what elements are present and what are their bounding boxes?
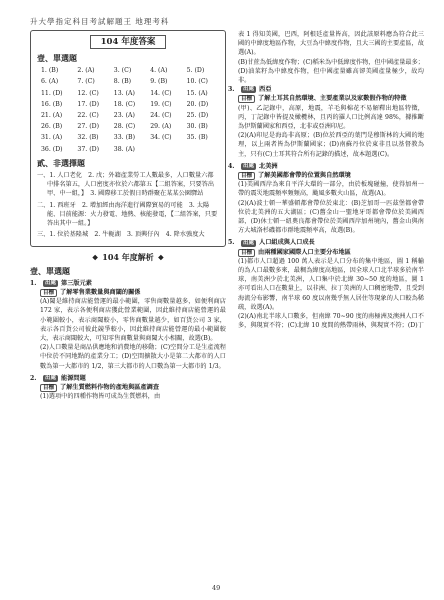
explanation-paragraph: (A)閾是維持商店能營運的最小範圍，零售商數量越多，如便利商店 172 家，表示各便利商店獲此營業範圍，因此維持商店能營運的最小範圍較小，表示商閾較小，零售商數量越少，如百貨公司 3 家，表示各百貨公司彼此競爭較小，因此維持商店能營運的最小範圍較大，表示商閾較大，可知零售商數量與商閾大小相關，故選(B)。: [40, 298, 226, 343]
answer-box-title: 104 年度答案: [90, 35, 166, 49]
nonchoice-answers: [37, 171, 219, 239]
section-heading-nonchoice: 貳、非選擇題: [37, 157, 85, 168]
source-text: 北美洲: [259, 162, 278, 170]
section-heading-explain: 壹、單選題: [30, 265, 70, 276]
explanation-paragraph: (1)美國西岸為來自平洋大環的一部分，由於板塊碰撞，使得加州一帶的震災地震頻率頻頻高，颱風多數火山區，故選(A)。: [238, 181, 424, 198]
answer-item: 17. (D): [77, 100, 99, 108]
answer-item: 13. (A): [113, 89, 135, 97]
answer-item: 4. (A): [150, 67, 168, 75]
source-text: 第三版元素: [61, 279, 92, 287]
source-tag: 出處: [243, 239, 255, 246]
answer-grid: [37, 66, 219, 154]
target-text: 了解生質燃料作物的產地與區產調查: [60, 384, 160, 392]
explanation-paragraph: (甲)、乙記錄中，高原，地震，羊毛與棉花不易解釋出地區特徵，丙，丁記錄中皆提及橄欖林，且丙的羅人口比例高達 98%，據推斷為伊斯蘭國家和西亞，北非或亞洲印尼。: [238, 104, 424, 131]
question-header: [228, 238, 424, 247]
target-text: 了解零售業數量與商閾的關係: [60, 289, 141, 297]
question-number: 2.: [30, 374, 37, 382]
explanation-list-left: [30, 279, 226, 402]
answer-item: 10. (C): [186, 78, 208, 86]
left-column: [30, 30, 226, 405]
explanation-paragraph: 表 1 得知美國，巴西，阿根廷產量皆高，因此該原料應為符合此三國的中緯度地區作物，大豆為中緯度作物，且大三國的主要產區，故選(A)。: [238, 31, 424, 57]
explanation-heading: [30, 253, 226, 262]
explanation-paragraph: (2)(A)印尼是海島非高原；(B)位於西亞的葉門是穆斯林的大國的地理，以上兩者皆為伊斯蘭國家；(D)南蘇丹位於東非且以基督教為主，只有(C)土耳其符合所有記錄的描述，故本題選(C)。: [238, 132, 424, 158]
diamond-icon: ❖: [91, 253, 99, 263]
answer-item: 34. (C): [150, 134, 172, 142]
target-line: [228, 248, 424, 257]
right-column: [228, 30, 424, 334]
nonchoice-answer: 二、1. 西班牙 2. 增加經由海洋進行國際貿易的可能 3. 太陽能、目前能源：火力發電、地熱、核能發電，【二組答案，只要答出其中一組。】: [37, 201, 218, 228]
answer-item: 15. (A): [186, 89, 208, 97]
answer-item: 21. (A): [41, 112, 63, 120]
explanation-title: 104 年度解析: [102, 252, 154, 263]
target-line: [30, 288, 226, 297]
answer-item: 27. (D): [77, 123, 99, 131]
answer-item: 25. (D): [186, 112, 209, 120]
source-text: 能源問題: [61, 374, 86, 382]
explanation-paragraph: (2)(A)南北半球人口數多，但南緯 70~90 度的南極洲及澳洲人口不多，與現實不符；(C)北緯 10 度間的熱帶雨林，與現實不符；(D)丁: [238, 313, 424, 330]
answer-item: 16. (B): [41, 100, 63, 108]
source-text: 西亞: [259, 86, 272, 94]
answer-item: 12. (C): [77, 89, 99, 97]
question-block: [228, 85, 424, 159]
answer-item: 31. (A): [41, 134, 63, 142]
nonchoice-answer: 三、1. 位於基隆城 2. 牛軛湖 3. 頂興仔內 4. 降水強度大: [37, 231, 205, 239]
answer-item: 19. (C): [150, 100, 172, 108]
source-text: 人口組成與人口成長: [259, 239, 315, 247]
target-tag: 目標: [238, 95, 255, 103]
answer-item: 9. (B): [150, 78, 168, 86]
question-block: [30, 374, 226, 402]
question-header: [30, 374, 226, 383]
answer-item: 11. (D): [41, 89, 63, 97]
answer-item: 14. (C): [150, 89, 172, 97]
answer-item: 7. (C): [77, 78, 95, 86]
answer-box: [30, 30, 226, 247]
question-number: 4.: [228, 162, 235, 170]
question-block: [228, 238, 424, 330]
explanation-paragraph: (1)都市人口超過 100 萬人表示是人口分布的集中地區，圖 1 稱輸的為人口最數多來，最稠為緯度高地區，因全球人口北半球多於南半球，南美洲少於北美洲，人口集中於北緯 30~50 度的地區，圖 1 亦可看出人口在數量上，以非洲、拉丁美洲的人口稠密地帶，且受到海流分布影響，南半球 60 度以南幾乎無人居住等現象的人口較為稀疏，故選(A)。: [238, 257, 424, 311]
page-header: 升大學指定科目考試解題王 地理考科: [30, 17, 170, 26]
target-line: [228, 171, 424, 180]
target-text: 了解土耳其自然環境、主要產業以及家數假作物的特徵: [258, 95, 407, 103]
target-line: [30, 383, 226, 392]
nonchoice-answer: 一、1. 人口老化 2. 戊；外籍產業勞工人數最多，人口數量六都中排名第五，人口密度亦位於六都第五【二組答案，只要答出甲、中一組，】 3. 國際移工於假日時群聚在某某公園驛站: [37, 172, 215, 198]
answer-item: 32. (B): [77, 134, 99, 142]
answer-item: 24. (C): [150, 112, 172, 120]
section-heading-choice: 壹、單選題: [37, 53, 77, 63]
source-tag: 出處: [45, 374, 57, 381]
source-tag: 出處: [243, 86, 255, 93]
target-tag: 目標: [238, 249, 255, 257]
question-header: [30, 279, 226, 288]
explanation-paragraph: (2)(A)波士頓一華盛頓都會帶位於東北：(B)芝加哥一匹茲堡都會帶位於北美洲的五大湖區；(C)舊金山一聖地牙哥都會帶位於美國西部，(D)休士頓一紐奧良都會帶位於美國西岸加州境內，舊金山與南方大城洛杉磯都市群地震頻率高，故選(B)。: [238, 199, 424, 235]
question-header: [228, 162, 424, 171]
explanation-paragraph: (B)甘蔗為低緯度作物；(C)稻米為中低緯度作物，但中國產量最多；(D)油菜籽為中緯度作物，但中國產量雖高卻美國產量極少，故均非。: [238, 58, 424, 85]
question-block: [30, 279, 226, 371]
answer-item: 22. (C): [77, 112, 99, 120]
answer-item: 29. (A): [150, 123, 172, 131]
answer-item: 37. (D): [77, 145, 99, 153]
explanation-paragraph: (2)人口數量是商品供應地和消費地的移動；(C)空間分工是生產流程中位於不同地點的產業分工；(D)空間擴散大小是第二大都市的人口數為第一大都市的 1/2，第三大都市的人口數為第一大都市的 1/3。: [40, 344, 226, 370]
question-block: [228, 162, 424, 236]
question-header: [228, 85, 424, 94]
answer-item: 36. (D): [41, 145, 63, 153]
answer-item: 2. (A): [77, 67, 95, 75]
answer-item: 28. (C): [113, 123, 136, 131]
target-line: [228, 94, 424, 103]
question-number: 5.: [228, 239, 235, 247]
target-tag: 目標: [40, 289, 57, 297]
target-text: 由兩種國家國際人口主要分布地區: [258, 248, 351, 256]
page-number: 49: [212, 584, 221, 592]
answer-item: 20. (D): [186, 100, 209, 108]
answer-item: 26. (B): [41, 123, 63, 131]
answer-item: 38. (A): [113, 145, 135, 153]
answer-item: 5. (D): [186, 67, 205, 75]
answer-item: 33. (B): [113, 134, 135, 142]
diamond-icon: ❖: [157, 253, 165, 263]
answer-item: 6. (A): [41, 78, 59, 86]
answer-item: 8. (B): [113, 78, 132, 86]
answer-item: 30. (B): [186, 123, 208, 131]
target-text: 了解美國都會帶的位置與自然環境: [258, 172, 351, 180]
answer-item: 18. (C): [113, 100, 136, 108]
answer-item: 23. (A): [113, 112, 135, 120]
source-tag: 出處: [45, 279, 57, 286]
question-number: 1.: [30, 279, 37, 287]
target-tag: 目標: [40, 384, 57, 392]
explanation-paragraph: (1)選項中的四種作物皆可成為生質燃料，由: [40, 393, 161, 401]
target-tag: 目標: [238, 172, 255, 180]
answer-item: 1. (B): [41, 67, 59, 75]
answer-item: 3. (C): [113, 67, 132, 75]
question-number: 3.: [228, 86, 235, 94]
source-tag: 出處: [243, 162, 255, 169]
answer-item: 35. (B): [186, 134, 208, 142]
